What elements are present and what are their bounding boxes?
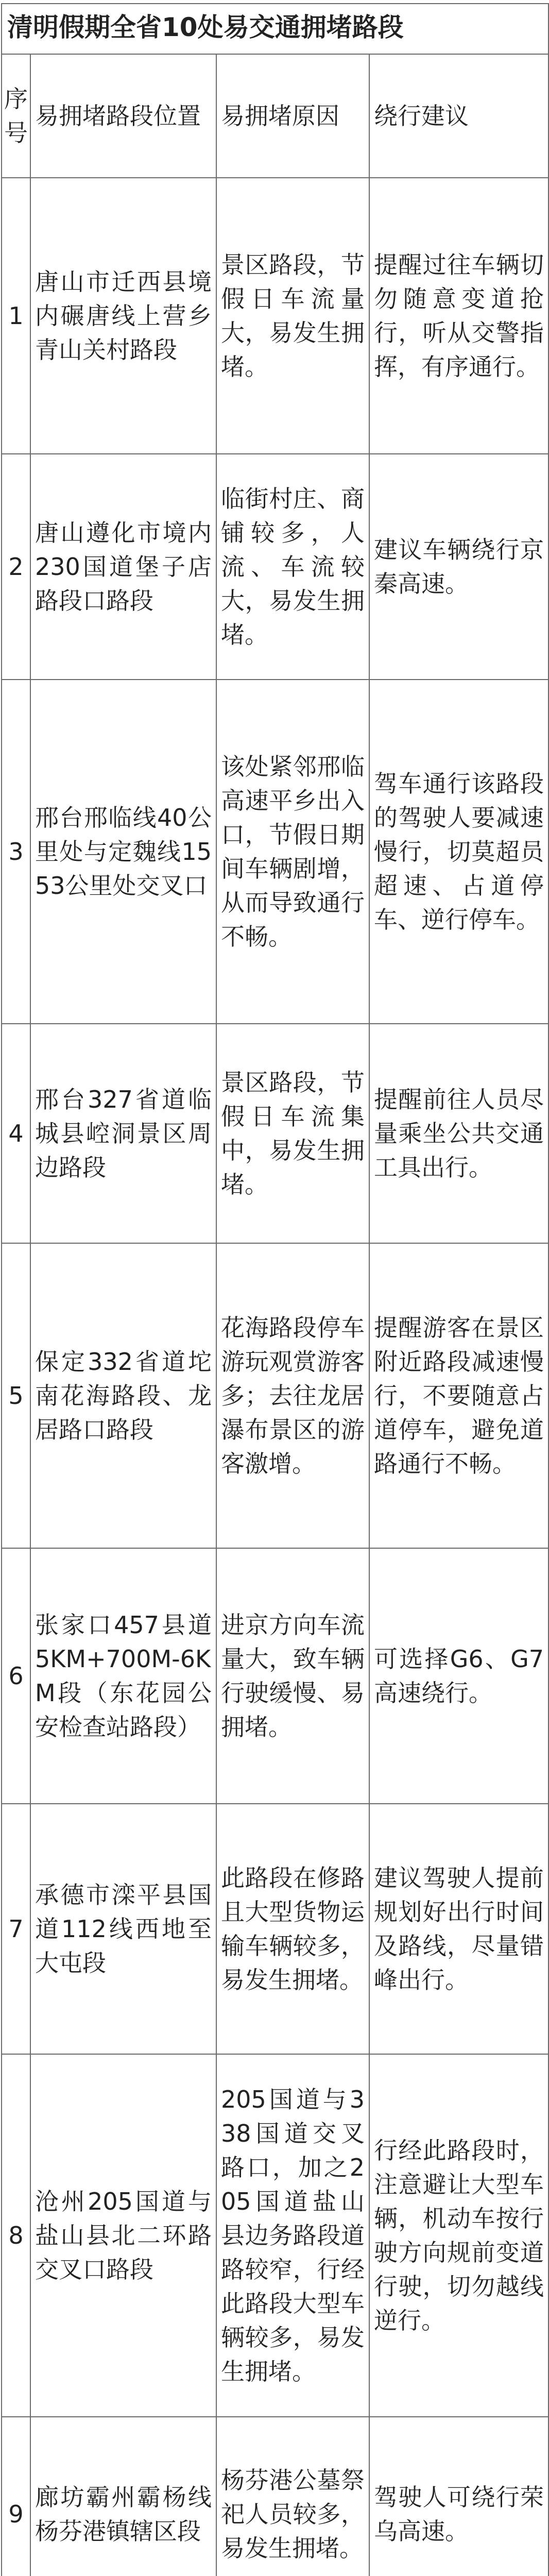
row-advice: 可选择G6、G7高速绕行。	[369, 1548, 548, 1804]
row-number: 8	[2, 2054, 30, 2417]
row-advice: 提醒前往人员尽量乘坐公共交通工具出行。	[369, 1024, 548, 1243]
header-location: 易拥堵路段位置	[30, 54, 216, 178]
table-row	[2, 680, 548, 1024]
row-reason: 临街村庄、商铺较多，人流、车流较大，易发生拥堵。	[216, 454, 369, 680]
row-reason: 景区路段，节假日车流集中，易发生拥堵。	[216, 1024, 369, 1243]
row-number: 1	[2, 178, 30, 454]
header-no: 序号	[2, 54, 30, 178]
row-location: 沧州205国道与盐山县北二环路交叉口路段	[30, 2054, 216, 2417]
row-reason: 进京方向车流量大，致车辆行驶缓慢、易拥堵。	[216, 1548, 369, 1804]
table-row	[2, 1548, 548, 1804]
row-location: 廊坊霸州霸杨线杨芬港镇辖区段	[30, 2417, 216, 2576]
row-reason: 205国道与338国道交叉路口，加之205国道盐山县边务路段道路较窄，行经此路段大型车辆较多，易发生拥堵。	[216, 2054, 369, 2417]
row-location: 邢台邢临线40公里处与定魏线1553公里处交叉口	[30, 680, 216, 1024]
row-number: 7	[2, 1804, 30, 2054]
row-reason: 此路段在修路且大型货物运输车辆较多，易发生拥堵。	[216, 1804, 369, 2054]
row-advice: 提醒过往车辆切勿随意变道抢行，听从交警指挥，有序通行。	[369, 178, 548, 454]
row-location: 承德市滦平县国道112线西地至大屯段	[30, 1804, 216, 2054]
row-advice: 提醒游客在景区附近路段减速慢行，不要随意占道停车，避免道路通行不畅。	[369, 1243, 548, 1548]
row-reason: 该处紧邻邢临高速平乡出入口，节假日期间车辆剧增，从而导致通行不畅。	[216, 680, 369, 1024]
row-location: 邢台327省道临城县崆洞景区周边路段	[30, 1024, 216, 1243]
row-reason: 花海路段停车游玩观赏游客多；去往龙居瀑布景区的游客激增。	[216, 1243, 369, 1548]
header-reason: 易拥堵原因	[216, 54, 369, 178]
table-row	[2, 2054, 548, 2417]
row-number: 2	[2, 454, 30, 680]
table-row	[2, 1243, 548, 1548]
row-location: 张家口457县道5KM+700M-6KM段（东花园公安检查站路段）	[30, 1548, 216, 1804]
congestion-table	[1, 3, 549, 2576]
row-reason: 景区路段，节假日车流量大，易发生拥堵。	[216, 178, 369, 454]
table-row	[2, 1024, 548, 1243]
table-title: 清明假期全省10处易交通拥堵路段	[2, 4, 548, 54]
row-advice: 驾驶人可绕行荣乌高速。	[369, 2417, 548, 2576]
row-number: 9	[2, 2417, 30, 2576]
row-advice: 行经此路段时，注意避让大型车辆，机动车按行驶方向规前变道行驶，切勿越线逆行。	[369, 2054, 548, 2417]
row-number: 6	[2, 1548, 30, 1804]
row-number: 3	[2, 680, 30, 1024]
table-row	[2, 2417, 548, 2576]
row-advice: 建议驾驶人提前规划好出行时间及路线，尽量错峰出行。	[369, 1804, 548, 2054]
table-row	[2, 178, 548, 454]
title-row	[2, 4, 548, 54]
header-row	[2, 54, 548, 178]
row-reason: 杨芬港公墓祭祀人员较多，易发生拥堵。	[216, 2417, 369, 2576]
header-advice: 绕行建议	[369, 54, 548, 178]
table-row	[2, 454, 548, 680]
table-row	[2, 1804, 548, 2054]
row-advice: 建议车辆绕行京秦高速。	[369, 454, 548, 680]
row-number: 4	[2, 1024, 30, 1243]
row-advice: 驾车通行该路段的驾驶人要减速慢行，切莫超员超速、占道停车、逆行停车。	[369, 680, 548, 1024]
row-location: 唐山市迁西县境内碾唐线上营乡青山关村路段	[30, 178, 216, 454]
row-location: 唐山遵化市境内230国道堡子店路段口路段	[30, 454, 216, 680]
row-location: 保定332省道坨南花海路段、龙居路口路段	[30, 1243, 216, 1548]
row-number: 5	[2, 1243, 30, 1548]
